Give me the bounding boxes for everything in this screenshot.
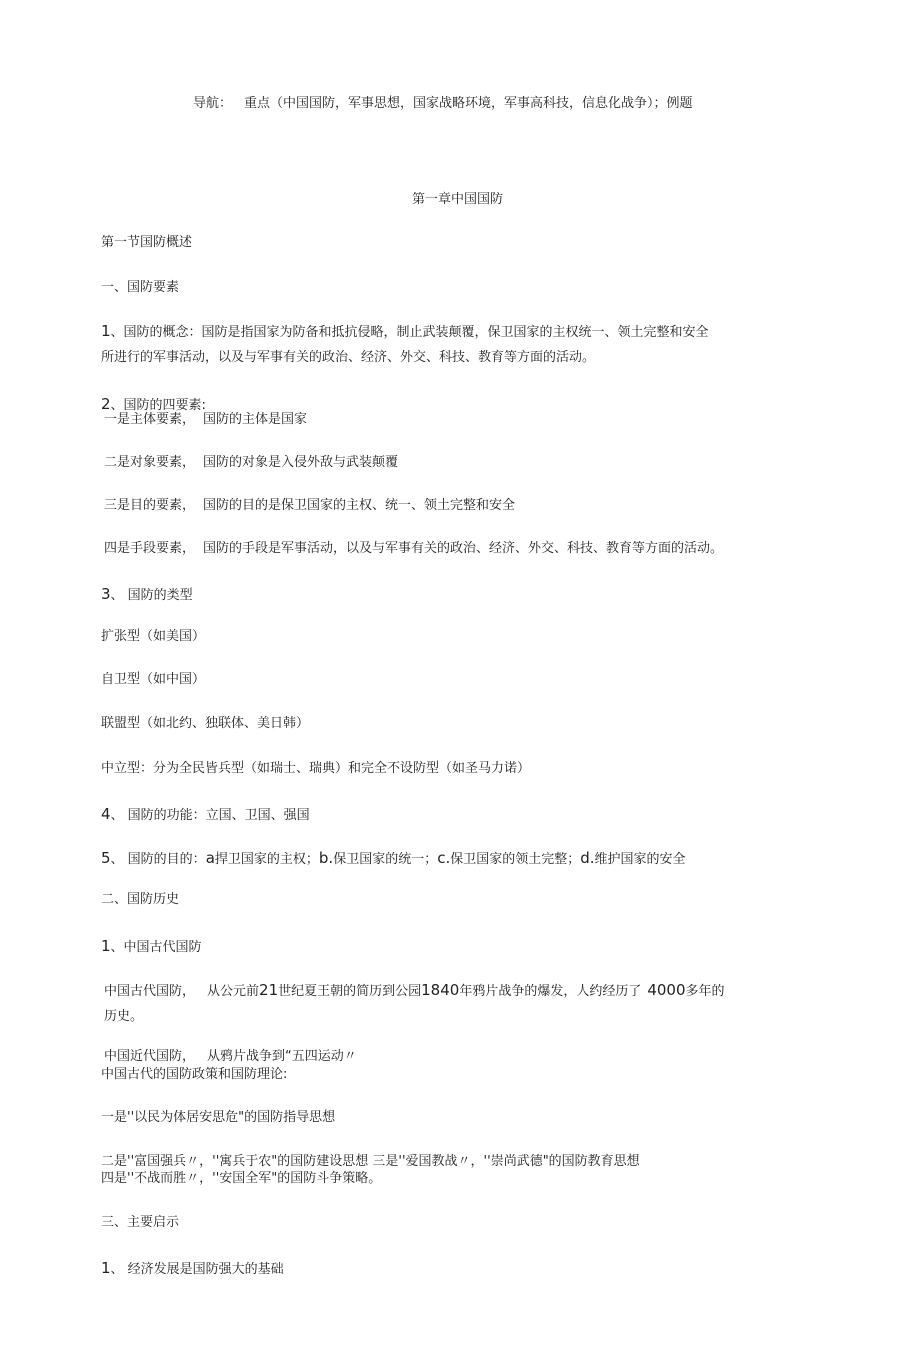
types-heading — [101, 585, 193, 605]
element-label: 一是主体要素， — [104, 412, 196, 427]
element-item-subject — [104, 411, 307, 429]
ancient-number: 1 — [101, 937, 111, 955]
policy-item: 二是''富国强兵〃，''寓兵于农"的国防建设思想 三是''爱国教战〃，''崇尚武德"的国防教育思想 — [101, 1154, 640, 1169]
type-item-self-defense: 自卫型（如中国） — [101, 672, 206, 687]
insight-number: 1 — [101, 1259, 111, 1277]
element-label: 三是目的要素， — [104, 498, 196, 513]
part2-heading: 二、国防历史 — [101, 892, 180, 907]
functions-text: 、 国防的功能：立国、卫国、强国 — [110, 808, 310, 823]
element-item-means — [104, 540, 723, 558]
chapter-title: 第一章中国国防 — [412, 192, 504, 207]
ancient-text: 年鸦片战争的爆发，人约经历了 — [459, 984, 642, 999]
types-number: 3 — [101, 585, 111, 603]
element-label: 四是手段要素， — [104, 541, 196, 556]
ancient-text: 从公元前 — [207, 984, 260, 999]
insight-text: 、 经济发展是国防强大的基础 — [110, 1262, 284, 1277]
part1-heading: 一、国防要素 — [101, 280, 180, 295]
concept-text: 、国防的概念：国防是指国家为防备和抵抗侵略，制止武装颠覆，保卫国家的主权统一、领土完整和安全 — [110, 325, 709, 340]
purpose-marker-b: b. — [318, 849, 334, 867]
purpose-text-a: 捍卫国家的主权； — [214, 852, 319, 867]
ancient-label: 中国古代国防， — [104, 984, 196, 999]
type-item-expansion: 扩张型（如美国） — [101, 629, 206, 644]
concept-number: 1 — [101, 322, 111, 340]
ancient-text: 多年的 — [685, 984, 725, 999]
nav-text: 重点（中国国防，军事思想，国家战略环境，军事高科技，信息化战争）；例题 — [244, 96, 693, 111]
purpose-text: 、 国防的目的： — [110, 852, 206, 867]
ancient-heading-text: 、中国古代国防 — [110, 940, 202, 955]
element-text: 国防的目的是保卫国家的主权、统一、领土完整和安全 — [203, 498, 516, 513]
ancient-heading — [101, 937, 202, 957]
ancient-line-2: 历史。 — [104, 1009, 144, 1024]
purpose-number: 5 — [101, 849, 111, 867]
ancient-line-1 — [104, 981, 725, 1001]
part3-heading: 三、主要启示 — [101, 1215, 180, 1230]
element-label: 二是对象要素， — [104, 455, 196, 470]
policy-heading: 中国古代的国防政策和国防理论: — [101, 1067, 288, 1082]
purpose-line — [101, 849, 686, 869]
purpose-text-d: 维护国家的安全 — [594, 852, 686, 867]
ancient-num-4000: 4000 — [647, 981, 686, 999]
element-item-purpose — [104, 497, 515, 515]
purpose-text-b: 保卫国家的统一； — [333, 852, 438, 867]
navigation-line — [193, 95, 693, 113]
ancient-text: 世纪夏王朝的简历到公园 — [278, 984, 422, 999]
policy-item: 一是''以民为体居安思危"的国防指导思想 — [101, 1110, 336, 1125]
element-text: 国防的主体是国家 — [203, 412, 308, 427]
functions-line — [101, 805, 310, 825]
purpose-marker-a: a — [205, 849, 215, 867]
functions-number: 4 — [101, 805, 111, 823]
purpose-marker-c: c. — [437, 849, 451, 867]
type-item-alliance: 联盟型（如北约、独联体、美日韩） — [101, 716, 310, 731]
concept-line-1 — [101, 322, 709, 342]
elements-number: 2 — [101, 395, 111, 413]
elements-heading-text: 、国防的四要素: — [110, 398, 206, 413]
type-item-neutral: 中立型：分为全民皆兵型（如瑞士、瑞典）和完全不设防型（如圣马力诺） — [101, 761, 531, 776]
modern-line — [104, 1048, 357, 1066]
nav-label: 导航： — [193, 96, 233, 111]
modern-label: 中国近代国防， — [104, 1049, 196, 1064]
types-heading-text: 、 国防的类型 — [110, 588, 193, 603]
policy-item: 四是''不战而胜〃，''安国全军"的国防斗争策略。 — [101, 1171, 382, 1186]
concept-line-2: 所进行的军事活动，以及与军事有关的政治、经济、外交、科技、教育等方面的活动。 — [101, 350, 596, 365]
ancient-num-1840: 1840 — [421, 981, 460, 999]
purpose-text-c: 保卫国家的领土完整； — [450, 852, 581, 867]
modern-text: 从鸦片战争到“五四运动〃 — [207, 1049, 357, 1064]
element-item-object — [104, 454, 398, 472]
insight-item-1 — [101, 1259, 284, 1279]
purpose-marker-d: d. — [580, 849, 595, 867]
ancient-num-21: 21 — [259, 981, 279, 999]
element-text: 国防的手段是军事活动，以及与军事有关的政治、经济、外交、科技、教育等方面的活动。 — [203, 541, 724, 556]
element-text: 国防的对象是入侵外敌与武装颠覆 — [203, 455, 399, 470]
section-title: 第一节国防概述 — [101, 235, 193, 250]
